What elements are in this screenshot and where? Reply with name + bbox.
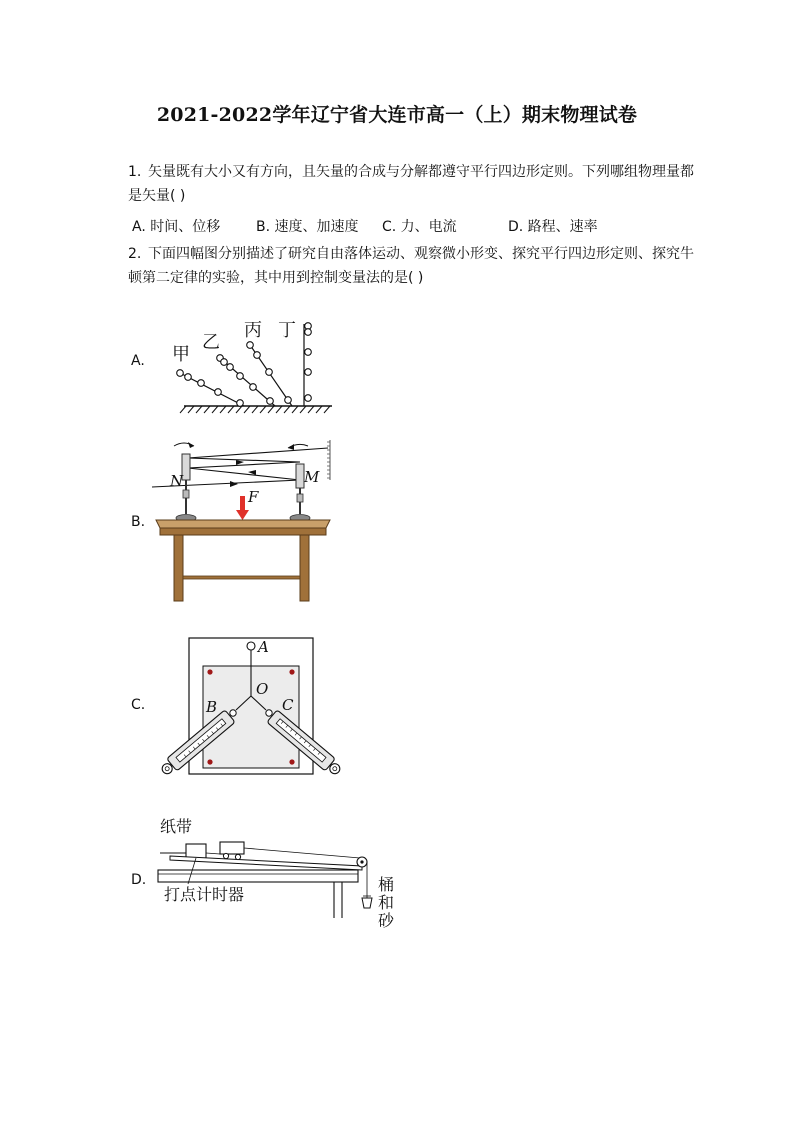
label-bing: 丙 [244, 320, 262, 341]
label-b: B [206, 698, 218, 716]
option-d-label[interactable]: D. [131, 872, 147, 888]
question-1-line-1: 1. 矢量既有大小又有方向，且矢量的合成与分解都遵守平行四边形定则。下列哪组物理量都 [128, 160, 698, 184]
label-c: C [282, 696, 294, 714]
question-1-number: 1. [128, 164, 142, 180]
option-b-label[interactable]: B. [131, 514, 146, 530]
label-timer: 打点计时器 [164, 885, 245, 904]
label-o: O [256, 680, 269, 698]
figure-micro-deformation [148, 434, 338, 606]
label-f: F [248, 488, 259, 506]
page-title: 2021-2022学年辽宁省大连市高一（上）期末物理试卷 [156, 104, 638, 126]
label-n: N [170, 472, 184, 490]
question-1 [128, 160, 698, 208]
figure-free-fall [160, 312, 345, 417]
figure-newton-second-law [150, 812, 400, 932]
question-2-line-1: 2. 下面四幅图分别描述了研究自由落体运动、观察微小形变、探究平行四边形定则、探究牛 [128, 242, 698, 266]
label-ding: 丁 [278, 320, 296, 341]
label-and: 和 [378, 893, 395, 912]
question-2 [128, 242, 698, 290]
question-1-line-2: 是矢量( ) [128, 188, 186, 204]
option-c-label[interactable]: C. [131, 697, 146, 713]
option-d[interactable]: D. 路程、速率 [508, 219, 598, 235]
label-jia: 甲 [172, 344, 190, 365]
option-b[interactable]: B. 速度、加速度 [256, 219, 359, 235]
question-2-number: 2. [128, 246, 142, 262]
label-paper-tape: 纸带 [160, 817, 193, 836]
label-yi: 乙 [202, 332, 220, 353]
label-a: A [258, 638, 269, 656]
question-1-options [132, 216, 598, 236]
label-sand: 砂 [378, 911, 395, 930]
question-2-line-2: 顿第二定律的实验，其中用到控制变量法的是( ) [128, 270, 424, 286]
figure-parallelogram-rule [156, 634, 346, 779]
label-bucket: 桶 [378, 875, 395, 894]
label-m: M [304, 468, 320, 486]
option-c[interactable]: C. 力、电流 [382, 219, 457, 235]
option-a[interactable]: A. 时间、位移 [132, 219, 221, 235]
option-a-label[interactable]: A. [131, 353, 145, 369]
